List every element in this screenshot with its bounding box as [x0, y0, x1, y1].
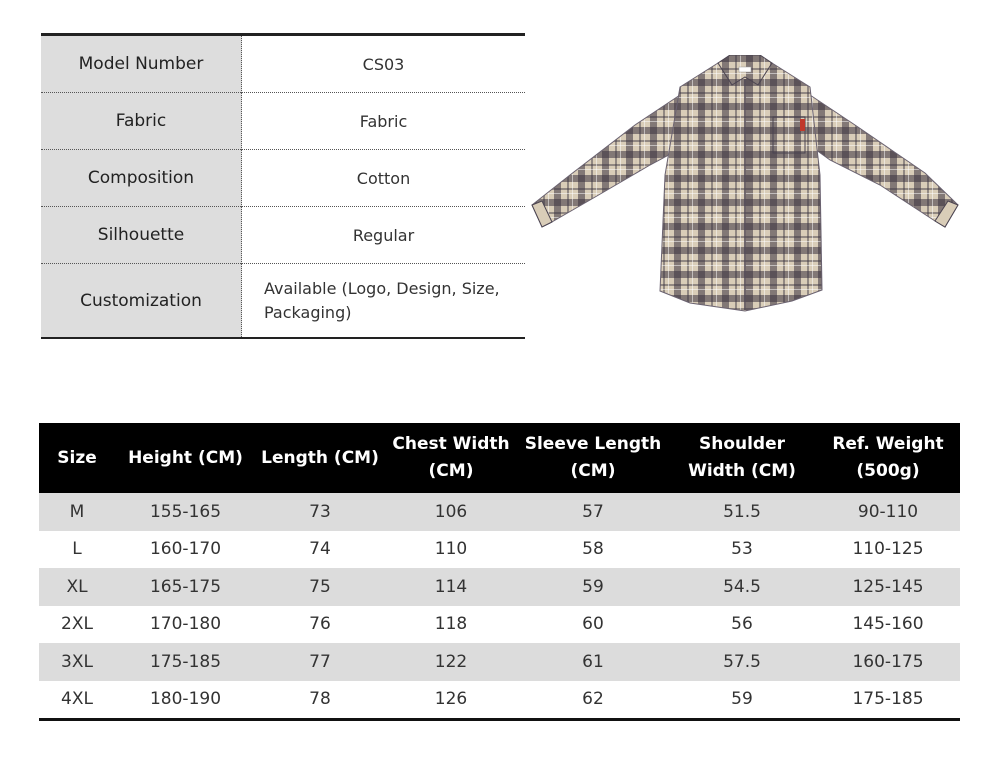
- shirt-pocket-tag: [800, 119, 805, 131]
- table-cell: 175-185: [115, 643, 256, 681]
- table-cell: 74: [256, 531, 384, 569]
- spec-label: Composition: [41, 150, 242, 207]
- header-text: (500g): [856, 461, 920, 481]
- header-text: (CM): [570, 461, 616, 481]
- header-text: Chest Width: [392, 434, 510, 454]
- header-text: Length (CM): [261, 447, 379, 468]
- table-cell: 54.5: [668, 568, 816, 606]
- shirt-label: [739, 67, 751, 72]
- size-table-header: [39, 423, 960, 493]
- table-row: [39, 643, 960, 681]
- table-cell: 3XL: [39, 643, 115, 681]
- spec-label: Customization: [41, 264, 242, 339]
- table-cell: 75: [256, 568, 384, 606]
- table-cell: 170-180: [115, 606, 256, 644]
- table-cell: 110-125: [816, 531, 960, 569]
- table-cell: L: [39, 531, 115, 569]
- table-cell: 126: [384, 681, 518, 720]
- table-cell: 59: [518, 568, 668, 606]
- table-row: [39, 606, 960, 644]
- table-cell: 76: [256, 606, 384, 644]
- table-cell: 73: [256, 493, 384, 531]
- size-table-header-cell: [384, 423, 518, 493]
- spec-label: Fabric: [41, 93, 242, 150]
- spec-value: Fabric: [242, 93, 526, 150]
- table-cell: 114: [384, 568, 518, 606]
- table-cell: 61: [518, 643, 668, 681]
- table-cell: 160-170: [115, 531, 256, 569]
- table-cell: 122: [384, 643, 518, 681]
- header-text: Width (CM): [688, 461, 796, 481]
- table-cell: 106: [384, 493, 518, 531]
- table-cell: 175-185: [816, 681, 960, 720]
- table-cell: 78: [256, 681, 384, 720]
- size-table-header-cell: [39, 423, 115, 493]
- table-cell: 59: [668, 681, 816, 720]
- spec-row-fabric: [41, 93, 525, 150]
- spec-value: Regular: [242, 207, 526, 264]
- table-cell: XL: [39, 568, 115, 606]
- spec-row-model-number: [41, 35, 525, 93]
- table-row: [39, 681, 960, 720]
- header-text: Size: [57, 447, 97, 468]
- table-cell: 155-165: [115, 493, 256, 531]
- table-cell: 90-110: [816, 493, 960, 531]
- size-table-header-cell: [518, 423, 668, 493]
- table-cell: M: [39, 493, 115, 531]
- size-table-header-cell: [115, 423, 256, 493]
- table-cell: 4XL: [39, 681, 115, 720]
- table-cell: 60: [518, 606, 668, 644]
- spec-row-silhouette: [41, 207, 525, 264]
- table-cell: 53: [668, 531, 816, 569]
- spec-value-line: Available (Logo, Design, Size,: [264, 278, 500, 298]
- size-table: [39, 423, 960, 721]
- table-cell: 51.5: [668, 493, 816, 531]
- spec-row-composition: [41, 150, 525, 207]
- header-text: Height (CM): [128, 447, 243, 468]
- header-text: (CM): [428, 461, 474, 481]
- spec-value-line: Packaging): [264, 302, 352, 322]
- size-table-header-cell: [668, 423, 816, 493]
- table-cell: 2XL: [39, 606, 115, 644]
- table-cell: 58: [518, 531, 668, 569]
- table-cell: 62: [518, 681, 668, 720]
- spec-table: [41, 33, 525, 339]
- spec-value: Cotton: [242, 150, 526, 207]
- table-row: [39, 531, 960, 569]
- size-table-header-cell: [256, 423, 384, 493]
- table-cell: 125-145: [816, 568, 960, 606]
- header-text: Shoulder: [698, 434, 786, 454]
- shirt-right-sleeve: [810, 95, 958, 227]
- spec-value: [242, 264, 526, 339]
- table-cell: 110: [384, 531, 518, 569]
- table-cell: 145-160: [816, 606, 960, 644]
- spec-label: Silhouette: [41, 207, 242, 264]
- table-cell: 77: [256, 643, 384, 681]
- table-row: [39, 568, 960, 606]
- header-text: Ref. Weight: [832, 434, 944, 454]
- plaid-shirt-image: [530, 55, 960, 317]
- table-cell: 165-175: [115, 568, 256, 606]
- spec-row-customization: [41, 264, 525, 339]
- spec-value: CS03: [242, 35, 526, 93]
- table-cell: 57.5: [668, 643, 816, 681]
- shirt-left-sleeve: [532, 95, 680, 227]
- shirt-body: [660, 63, 822, 311]
- table-cell: 160-175: [816, 643, 960, 681]
- table-cell: 56: [668, 606, 816, 644]
- header-text: Sleeve Length: [524, 434, 662, 454]
- table-cell: 57: [518, 493, 668, 531]
- table-cell: 118: [384, 606, 518, 644]
- spec-label: Model Number: [41, 35, 242, 93]
- size-table-header-cell: [816, 423, 960, 493]
- table-row: [39, 493, 960, 531]
- table-cell: 180-190: [115, 681, 256, 720]
